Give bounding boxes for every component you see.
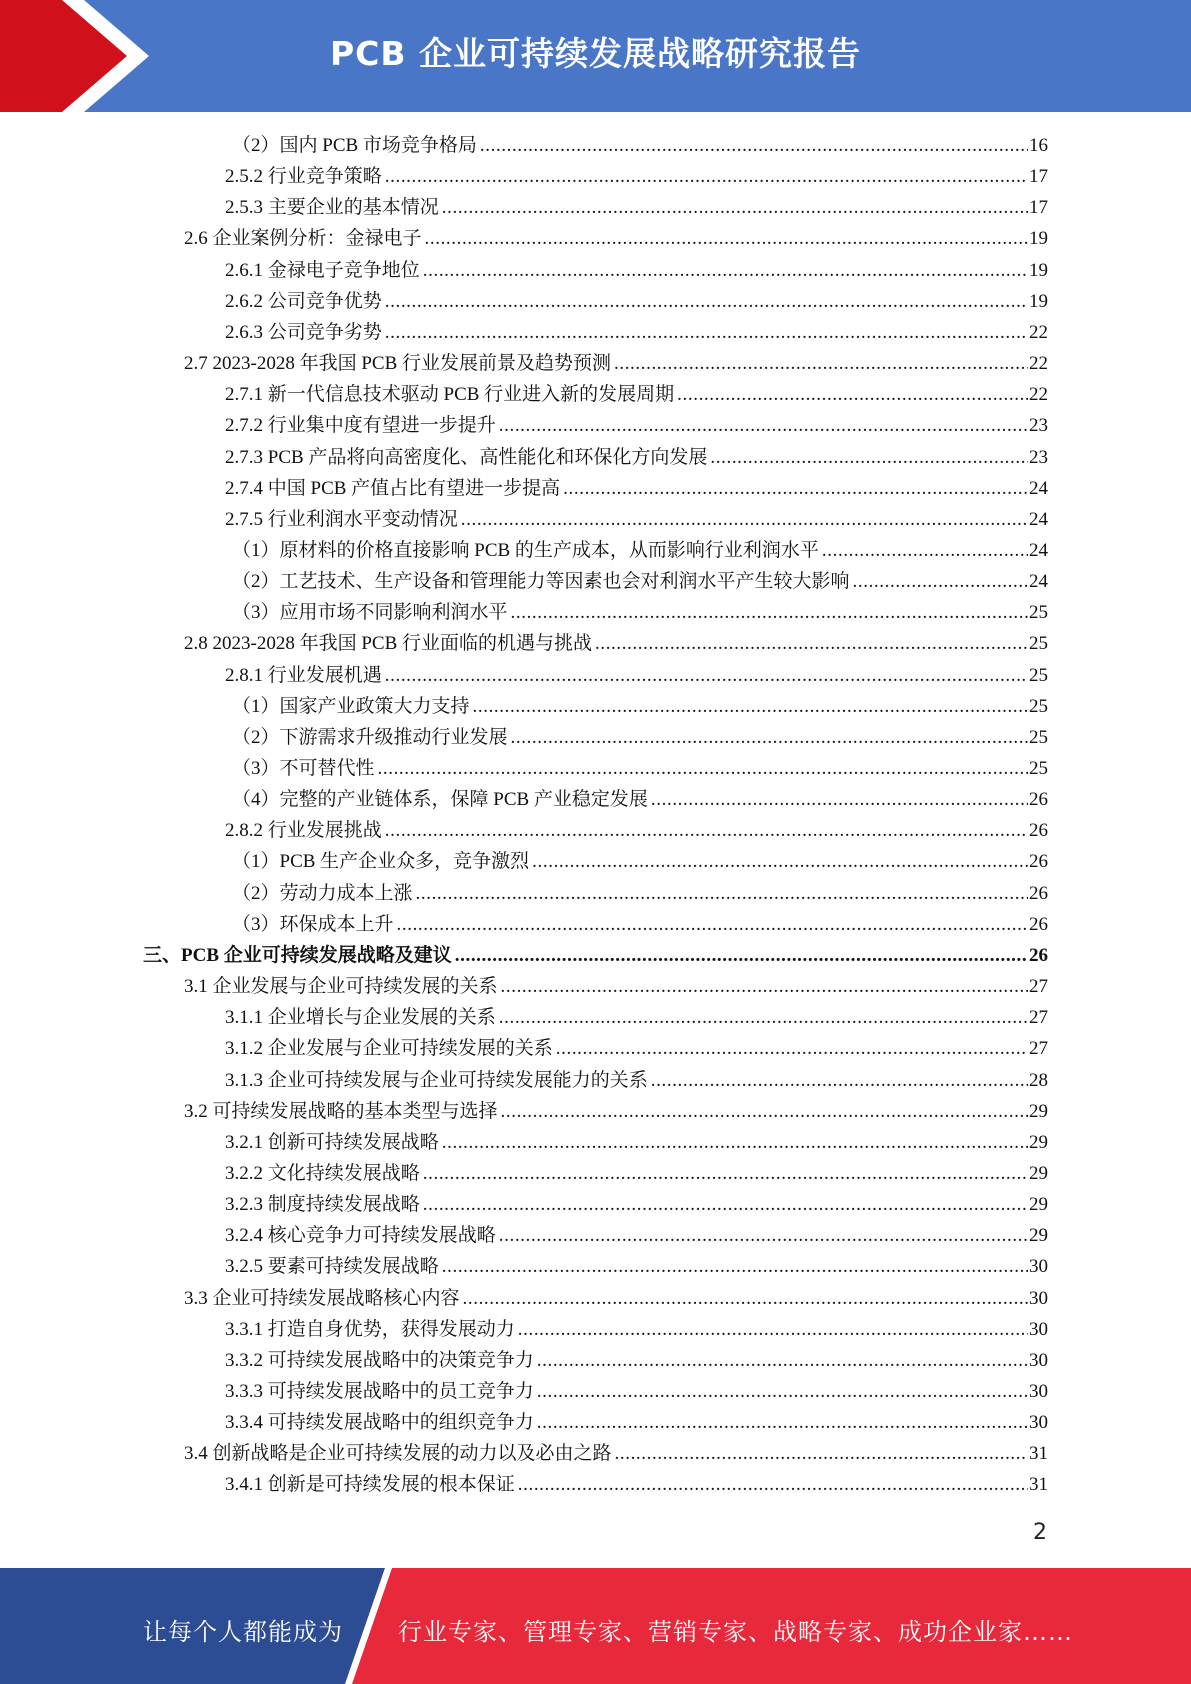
toc-entry-page: 30	[1029, 1349, 1048, 1371]
toc-entry-title: 3.2.2 文化持续发展战略	[225, 1162, 420, 1184]
toc-entry[interactable]	[184, 1435, 1048, 1466]
toc-dot-leader	[442, 196, 1028, 220]
toc-entry-page: 30	[1029, 1256, 1048, 1278]
toc-dot-leader	[397, 913, 1028, 937]
toc-entry[interactable]	[232, 843, 1048, 874]
toc-entry-page: 26	[1029, 820, 1048, 842]
toc-entry-page: 30	[1029, 1287, 1048, 1309]
toc-entry[interactable]	[225, 1030, 1048, 1061]
toc-entry[interactable]	[232, 719, 1048, 750]
toc-entry-page: 24	[1029, 571, 1048, 593]
toc-dot-leader	[385, 165, 1028, 189]
toc-entry-page: 22	[1029, 384, 1048, 406]
toc-dot-leader	[463, 1287, 1028, 1311]
toc-entry-title: 2.8.2 行业发展挑战	[225, 820, 382, 842]
toc-entry[interactable]	[184, 345, 1048, 376]
toc-entry[interactable]	[184, 968, 1048, 999]
toc-dot-leader	[425, 227, 1028, 251]
toc-entry-title: 2.7.2 行业集中度有望进一步提升	[225, 415, 496, 437]
toc-entry-title: 3.4 创新战略是企业可持续发展的动力以及必由之路	[184, 1443, 612, 1465]
toc-entry-page: 29	[1029, 1131, 1048, 1153]
toc-entry-title: 2.8.1 行业发展机遇	[225, 664, 382, 686]
toc-entry-title: （3）环保成本上升	[232, 913, 394, 935]
toc-entry-title: 2.6.3 公司竞争劣势	[225, 321, 382, 343]
toc-entry[interactable]	[232, 906, 1048, 937]
toc-dot-leader	[423, 259, 1028, 283]
toc-entry-page: 17	[1029, 166, 1048, 188]
toc-entry-title: （1）PCB 生产企业众多，竞争激烈	[232, 851, 530, 873]
toc-entry-page: 28	[1029, 1069, 1048, 1091]
toc-entry-page: 26	[1029, 944, 1048, 966]
toc-entry[interactable]	[225, 1466, 1048, 1497]
toc-entry-page: 29	[1029, 1100, 1048, 1122]
toc-entry-page: 23	[1029, 446, 1048, 468]
toc-dot-leader	[677, 383, 1028, 407]
toc-entry-title: （2）工艺技术、生产设备和管理能力等因素也会对利润水平产生较大影响	[232, 571, 850, 593]
toc-entry-page: 31	[1029, 1443, 1048, 1465]
toc-entry-title: 3.3.1 打造自身优势，获得发展动力	[225, 1318, 515, 1340]
toc-entry-page: 25	[1029, 695, 1048, 717]
toc-entry[interactable]	[225, 1062, 1048, 1093]
toc-entry[interactable]	[225, 283, 1048, 314]
toc-entry[interactable]	[225, 158, 1048, 189]
toc-entry[interactable]	[184, 1280, 1048, 1311]
toc-entry-page: 25	[1029, 726, 1048, 748]
toc-dot-leader	[385, 819, 1028, 843]
toc-entry[interactable]	[225, 376, 1048, 407]
toc-dot-leader	[423, 1193, 1028, 1217]
toc-entry-title: 2.5.2 行业竞争策略	[225, 166, 382, 188]
toc-dot-leader	[518, 1318, 1028, 1342]
toc-dot-leader	[416, 882, 1028, 906]
toc-entry[interactable]	[225, 1311, 1048, 1342]
toc-entry-title: 3.2 可持续发展战略的基本类型与选择	[184, 1100, 498, 1122]
toc-entry[interactable]	[225, 252, 1048, 283]
toc-entry-page: 29	[1029, 1162, 1048, 1184]
toc-entry-title: 2.6 企业案例分析：金禄电子	[184, 228, 422, 250]
toc-entry-page: 30	[1029, 1318, 1048, 1340]
toc-dot-leader	[537, 1411, 1028, 1435]
toc-dot-leader	[455, 944, 1028, 968]
toc-entry[interactable]	[143, 937, 1048, 968]
toc-entry-title: 2.6.1 金禄电子竞争地位	[225, 259, 420, 281]
toc-dot-leader	[822, 539, 1028, 563]
toc-entry[interactable]	[232, 688, 1048, 719]
toc-entry[interactable]	[225, 439, 1048, 470]
toc-entry-page: 22	[1029, 353, 1048, 375]
toc-dot-leader	[511, 601, 1028, 625]
toc-entry-title: （3）不可替代性	[232, 758, 375, 779]
toc-dot-leader	[537, 1349, 1028, 1373]
toc-entry-title: （2）下游需求升级推动行业发展	[232, 726, 508, 748]
footer-slogan-left: 让每个人都能成为	[143, 1618, 343, 1646]
toc-entry-page: 24	[1029, 477, 1048, 499]
toc-entry-page: 26	[1029, 913, 1048, 935]
header-title: PCB 企业可持续发展战略研究报告	[329, 34, 862, 73]
toc-entry[interactable]	[225, 1124, 1048, 1155]
toc-entry-page: 26	[1029, 789, 1048, 811]
toc-dot-leader	[385, 664, 1028, 688]
toc-dot-leader	[651, 1069, 1028, 1093]
toc-dot-leader	[442, 1131, 1028, 1155]
toc-entry-title: （2）劳动力成本上涨	[232, 882, 413, 904]
toc-dot-leader	[499, 414, 1028, 438]
toc-entry-title: 2.7.5 行业利润水平变动情况	[225, 508, 458, 530]
toc-entry-page: 19	[1029, 259, 1048, 281]
toc-entry-title: 3.4.1 创新是可持续发展的根本保证	[225, 1474, 515, 1496]
toc-entry[interactable]	[225, 999, 1048, 1030]
toc-entry-title: （1）原材料的价格直接影响 PCB 的生产成本，从而影响行业利润水平	[232, 539, 819, 561]
toc-dot-leader	[499, 1006, 1028, 1030]
toc-entry[interactable]	[225, 1155, 1048, 1186]
toc-dot-leader	[511, 726, 1028, 750]
toc-entry-title: 2.7.1 新一代信息技术驱动 PCB 行业进入新的发展周期	[225, 384, 675, 406]
toc-entry-title: （2）国内 PCB 市场竞争格局	[232, 135, 477, 156]
toc-entry-title: （4）完整的产业链体系，保障 PCB 产业稳定发展	[232, 789, 648, 811]
toc-entry-page: 31	[1029, 1474, 1048, 1496]
toc-entry[interactable]	[232, 750, 1048, 781]
toc-entry[interactable]	[225, 1186, 1048, 1217]
toc-entry[interactable]	[225, 501, 1048, 532]
toc-dot-leader	[710, 446, 1028, 470]
toc-dot-leader	[556, 1037, 1028, 1061]
footer-slogan-right: 行业专家、管理专家、营销专家、战略专家、成功企业家……	[398, 1618, 1073, 1646]
toc-entry-title: 3.3.3 可持续发展战略中的员工竞争力	[225, 1381, 534, 1402]
toc-entry-page: 26	[1029, 882, 1048, 904]
toc-entry[interactable]	[225, 1373, 1048, 1404]
toc-entry-title: 3.3.4 可持续发展战略中的组织竞争力	[225, 1412, 534, 1434]
toc-entry-title: 3.3.2 可持续发展战略中的决策竞争力	[225, 1349, 534, 1371]
toc-entry-title: 3.2.4 核心竞争力可持续发展战略	[225, 1225, 496, 1247]
toc-dot-leader	[473, 695, 1028, 719]
toc-entry[interactable]	[225, 407, 1048, 438]
toc-entry[interactable]	[184, 220, 1048, 251]
toc-entry[interactable]	[232, 781, 1048, 812]
toc-entry[interactable]	[232, 127, 1048, 158]
toc-entry-page: 17	[1029, 197, 1048, 219]
toc-dot-leader	[595, 632, 1028, 656]
toc-entry[interactable]	[232, 532, 1048, 563]
toc-entry[interactable]	[225, 470, 1048, 501]
toc-entry-title: 3.3 企业可持续发展战略核心内容	[184, 1287, 460, 1309]
toc-entry-page: 27	[1029, 1038, 1048, 1060]
toc-dot-leader	[385, 290, 1028, 314]
toc-dot-leader	[532, 850, 1028, 874]
toc-entry-title: （3）应用市场不同影响利润水平	[232, 602, 508, 624]
toc-dot-leader	[480, 134, 1028, 158]
toc-entry[interactable]	[225, 657, 1048, 688]
toc-entry-title: 3.2.5 要素可持续发展战略	[225, 1256, 439, 1278]
toc-dot-leader	[651, 788, 1028, 812]
toc-entry-title: 2.8 2023-2028 年我国 PCB 行业面临的机遇与挑战	[184, 633, 592, 655]
toc-entry[interactable]	[225, 189, 1048, 220]
toc-entry[interactable]	[225, 1342, 1048, 1373]
toc-entry-page: 25	[1029, 664, 1048, 686]
toc-dot-leader	[853, 570, 1028, 594]
toc-entry-title: 三、PCB 企业可持续发展战略及建议	[143, 944, 452, 966]
toc-entry-title: 2.5.3 主要企业的基本情况	[225, 197, 439, 219]
toc-dot-leader	[614, 352, 1028, 376]
toc-entry-title: 3.1 企业发展与企业可持续发展的关系	[184, 976, 498, 998]
toc-entry-title: 3.1.1 企业增长与企业发展的关系	[225, 1007, 496, 1029]
toc-entry-page: 19	[1029, 290, 1048, 312]
toc-entry-title: 3.1.2 企业发展与企业可持续发展的关系	[225, 1038, 553, 1060]
toc-entry-page: 27	[1029, 976, 1048, 998]
page-number: 2	[1033, 1520, 1047, 1545]
toc-entry-page: 16	[1029, 135, 1048, 156]
toc-entry-title: 3.1.3 企业可持续发展与企业可持续发展能力的关系	[225, 1069, 648, 1091]
toc-entry[interactable]	[232, 563, 1048, 594]
toc-entry-page: 25	[1029, 602, 1048, 624]
toc-dot-leader	[615, 1442, 1028, 1466]
toc-entry-title: 2.7.3 PCB 产品将向高密度化、高性能化和环保化方向发展	[225, 446, 708, 468]
toc-dot-leader	[423, 1162, 1028, 1186]
toc-entry-page: 19	[1029, 228, 1048, 250]
toc-dot-leader	[385, 321, 1028, 345]
toc-entry-title: 2.7.4 中国 PCB 产值占比有望进一步提高	[225, 477, 561, 499]
toc-entry-page: 22	[1029, 321, 1048, 343]
toc-entry-page: 29	[1029, 1194, 1048, 1216]
toc-entry-title: 3.2.1 创新可持续发展战略	[225, 1131, 439, 1153]
toc-dot-leader	[378, 757, 1028, 781]
toc-dot-leader	[501, 1100, 1028, 1124]
page-footer	[0, 1568, 1191, 1684]
toc-entry[interactable]	[225, 812, 1048, 843]
toc-entry-title: 2.7 2023-2028 年我国 PCB 行业发展前景及趋势预测	[184, 353, 611, 375]
toc-entry[interactable]	[225, 314, 1048, 345]
toc-entry[interactable]	[232, 875, 1048, 906]
toc-entry-page: 30	[1029, 1412, 1048, 1434]
toc-entry-page: 24	[1029, 508, 1048, 530]
toc-dot-leader	[499, 1224, 1028, 1248]
toc-dot-leader	[501, 975, 1028, 999]
toc-entry-page: 26	[1029, 851, 1048, 873]
toc-entry-title: 2.6.2 公司竞争优势	[225, 290, 382, 312]
toc-entry-page: 24	[1029, 539, 1048, 561]
toc-entry-page: 25	[1029, 633, 1048, 655]
toc-entry-page: 23	[1029, 415, 1048, 437]
toc-entry[interactable]	[184, 1093, 1048, 1124]
toc-entry[interactable]	[232, 594, 1048, 625]
toc-dot-leader	[537, 1380, 1028, 1404]
toc-dot-leader	[461, 508, 1028, 532]
toc-dot-leader	[563, 477, 1028, 501]
toc-entry-title: 3.2.3 制度持续发展战略	[225, 1194, 420, 1216]
page-header	[0, 0, 1191, 112]
toc-entry-page: 27	[1029, 1007, 1048, 1029]
toc-entry[interactable]	[225, 1248, 1048, 1279]
toc-dot-leader	[442, 1255, 1028, 1279]
toc-entry-title: （1）国家产业政策大力支持	[232, 695, 470, 717]
toc-entry-page: 30	[1029, 1381, 1048, 1402]
toc-entry[interactable]	[184, 625, 1048, 656]
toc-dot-leader	[518, 1473, 1028, 1497]
toc-entry[interactable]	[225, 1404, 1048, 1435]
toc-entry-page: 25	[1029, 758, 1048, 779]
toc-entry[interactable]	[225, 1217, 1048, 1248]
toc-entry-page: 29	[1029, 1225, 1048, 1247]
